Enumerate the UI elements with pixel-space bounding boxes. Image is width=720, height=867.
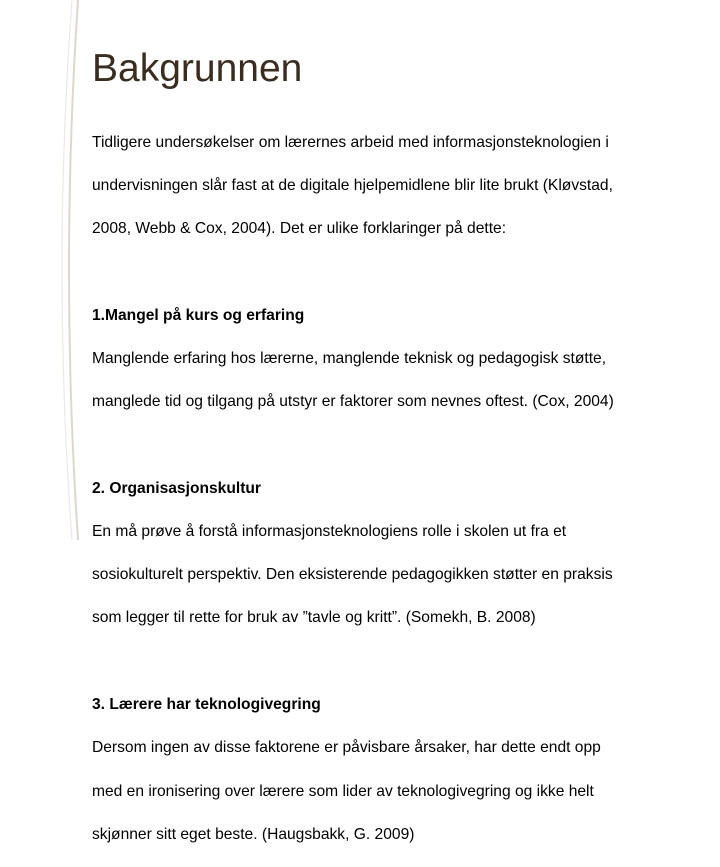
section-heading: 2. Organisasjonskultur	[92, 479, 261, 497]
section-line: Manglende erfaring hos lærerne, manglende teknisk og pedagogisk støtte,	[92, 349, 607, 367]
intro-paragraph	[92, 110, 702, 261]
section-heading: 3. Lærere har teknologivegring	[92, 696, 321, 714]
section-line: skjønner sitt eget beste. (Haugsbakk, G. 2009)	[92, 825, 415, 843]
section-line: sosiokulturelt perspektiv. Den eksisterende pedagogikken støtter en praksis	[92, 566, 613, 584]
slide-title: Bakgrunnen	[92, 47, 303, 90]
intro-line: undervisningen slår fast at de digitale hjelpemidlene blir lite brukt (Kløvstad,	[92, 176, 613, 194]
intro-line: Tidligere undersøkelser om lærernes arbeid med informasjonsteknologien i	[92, 133, 609, 151]
section-line: manglede tid og tilgang på utstyr er faktorer som nevnes oftest. (Cox, 2004)	[92, 393, 614, 411]
section-line: Dersom ingen av disse faktorene er påvisbare årsaker, har dette endt opp	[92, 739, 601, 757]
section-2	[92, 456, 702, 650]
section-line: En må prøve å forstå informasjonsteknologiens rolle i skolen ut fra et	[92, 523, 567, 541]
section-1	[92, 283, 702, 434]
slide-body	[92, 110, 702, 867]
section-line: med en ironisering over lærere som lider av teknologivegring og ikke helt	[92, 782, 594, 800]
section-line: som legger til rette for bruk av ”tavle og kritt”. (Somekh, B. 2008)	[92, 609, 536, 627]
section-heading: 1.Mangel på kurs og erfaring	[92, 306, 305, 324]
section-3	[92, 673, 702, 867]
intro-line: 2008, Webb & Cox, 2004). Det er ulike forklaringer på dette:	[92, 219, 507, 237]
